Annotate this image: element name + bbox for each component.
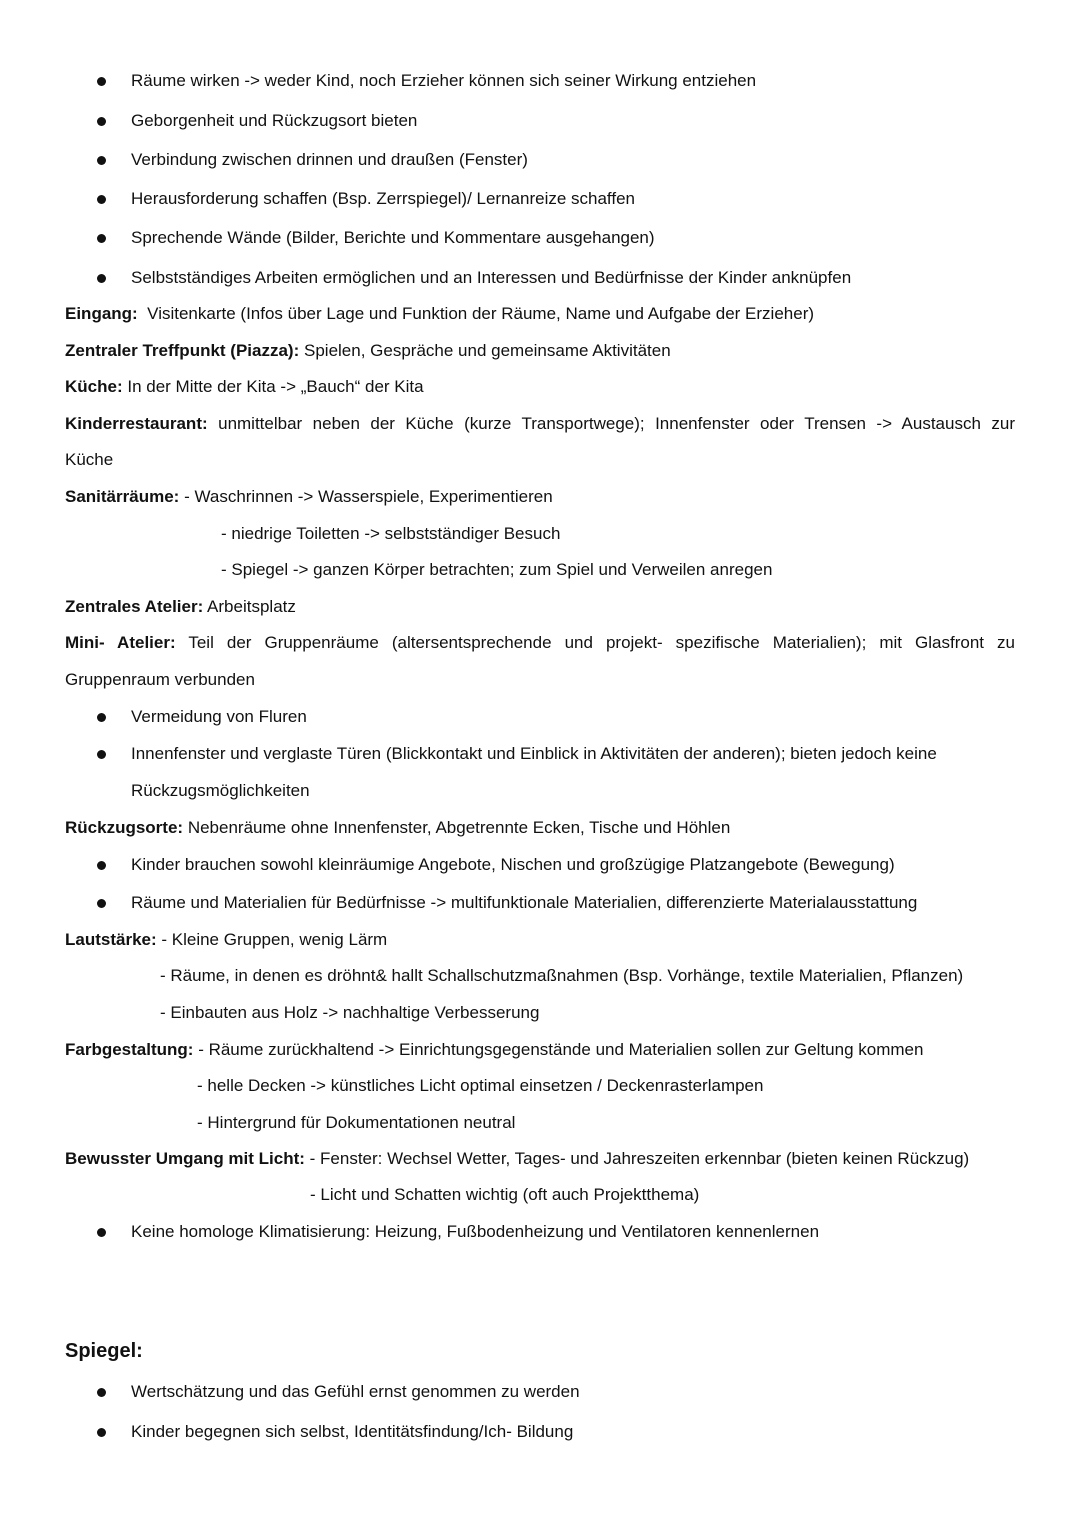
term-label: Farbgestaltung: xyxy=(65,1040,194,1059)
entry-continuation: Küche xyxy=(65,450,114,469)
bullet-icon xyxy=(97,117,106,126)
entry-subline: - Spiegel -> ganzen Körper betrachten; zum Spiel und Verweilen anregen xyxy=(221,560,773,579)
bullet-icon xyxy=(97,1388,106,1397)
entry-eingang xyxy=(65,303,814,325)
entry-licht xyxy=(65,1148,969,1170)
term-label: Zentrales Atelier: xyxy=(65,597,204,616)
term-label: Bewusster Umgang mit Licht: xyxy=(65,1149,305,1168)
entry-mini-atelier xyxy=(65,632,1015,654)
bullet-icon xyxy=(97,899,106,908)
term-label: Zentraler Treffpunkt (Piazza): xyxy=(65,341,300,360)
document-page: Räume wirken -> weder Kind, noch Erzieher können sich seiner Wirkung entziehen Geborgenheit und Rückzugsort bieten Verbindung zwischen drinnen und draußen (Fenster) Herausforderung schaffen (Bsp. Zerrspiegel)/ Lernanreize schaffen Sprechende Wände (Bilder, Berichte und Kommentare ausgehangen) Selbstständiges Arbeiten ermöglichen und an Interessen und Bedürfnisse der Kinder anknüpfen Eingang: Visitenkarte (Infos über Lage und Funktion der Räume, Name und Aufgabe der Erzieher) Zentraler Treffpunkt (Piazza): Spielen, Gespräche und gemeinsame Aktivitäten Küche: In der Mitte der Kita -> „Bauch“ der Kita Kinderrestaurant: unmittelbar neben der Küche (kurze Transportwege); Innenfenster oder Trensen -> Austausch zur Küche Sanitärräume: - Waschrinnen -> Wasserspiele, Experimentieren - niedrige Toiletten -> selbstständiger Besuch - Spiegel -> ganzen Körper betrachten; zum Spiel und Verweilen anregen Zentrales Atelier: Arbeitsplatz Mini- Atelier: Teil der Gruppenräume (altersentsprechende und projekt- spezifische Materialien); mit Glasfront zu Gruppenraum verbunden Vermeidung von Fluren Innenfenster und verglaste Türen (Blickkontakt und Einblick in Aktivitäten der anderen); bieten jedoch keine Rückzugsmöglichkeiten Rückzugsorte: Nebenräume ohne Innenfenster, Abgetrennte Ecken, Tische und Höhlen Kinder brauchen sowohl kleinräumige Angebote, Nischen und großzügige Platzangebote (Bewegung) Räume und Materialien für Bedürfnisse -> multifunktionale Materialien, differenzierte Materialausstattung Lautstärke: - Kleine Gruppen, wenig Lärm - Räume, in denen es dröhnt& hallt Schallschutzmaßnahmen (Bsp. Vorhänge, textile Materialien, Pflanzen) - Einbauten aus Holz -> nachhaltige Verbesserung Farbgestaltung: - Räume zurückhaltend -> Einrichtungsgegenstände und Materialien sollen zur Geltung kommen - helle Decken -> künstliches Licht optimal einsetzen / Deckenrasterlampen - Hintergrund für Dokumentationen neutral Bewusster Umgang mit Licht: - Fenster: Wechsel Wetter, Tages- und Jahreszeiten erkennbar (bieten keinen Rückzug) - Licht und Schatten wichtig (oft auch Projektthema) Keine homologe Klimatisierung: Heizung, Fußbodenheizung und Ventilatoren kennenlernen Spiegel: Wertschätzung und das Gefühl ernst genommen zu werden Kinder begegnen sich selbst, Identitätsfindung/Ich- Bildung xyxy=(65,71,1015,1441)
entry-farbgestaltung xyxy=(65,1039,923,1061)
entry-kinderrestaurant xyxy=(65,413,1015,435)
bullet-icon xyxy=(97,1228,106,1237)
term-text: - Waschrinnen -> Wasserspiele, Experimentieren xyxy=(184,487,553,506)
term-label: Kinderrestaurant: xyxy=(65,414,208,433)
entry-subline: - niedrige Toiletten -> selbstständiger Besuch xyxy=(221,524,561,543)
bullet-icon xyxy=(97,713,106,722)
term-text: Nebenräume ohne Innenfenster, Abgetrennte Ecken, Tische und Höhlen xyxy=(187,818,731,837)
entry-lautstaerke xyxy=(65,929,387,951)
term-label: Sanitärräume: xyxy=(65,487,180,506)
term-text: unmittelbar neben der Küche (kurze Transportwege); Innenfenster oder Trensen -> Austausch zur xyxy=(218,414,1015,433)
entry-atelier xyxy=(65,596,296,618)
term-label: Mini- Atelier: xyxy=(65,633,176,652)
bullet-icon xyxy=(97,234,106,243)
bullet-icon xyxy=(97,156,106,165)
entry-subline: - Einbauten aus Holz -> nachhaltige Verbesserung xyxy=(160,1003,540,1022)
bullet-icon xyxy=(97,1428,106,1437)
term-text: Spielen, Gespräche und gemeinsame Aktivitäten xyxy=(304,341,671,360)
entry-kueche xyxy=(65,376,424,398)
term-label: Küche: xyxy=(65,377,123,396)
term-text: - Räume zurückhaltend -> Einrichtungsgegenstände und Materialien sollen zur Geltung kommen xyxy=(198,1040,924,1059)
entry-subline: - Licht und Schatten wichtig (oft auch Projektthema) xyxy=(310,1185,700,1204)
entry-continuation: Gruppenraum verbunden xyxy=(65,670,255,689)
entry-sanitaer xyxy=(65,486,553,508)
entry-subline: - helle Decken -> künstliches Licht optimal einsetzen / Deckenrasterlampen xyxy=(197,1076,764,1095)
bullet-icon xyxy=(97,274,106,283)
bullet-icon xyxy=(97,861,106,870)
term-label: Lautstärke: xyxy=(65,930,157,949)
term-label: Eingang: xyxy=(65,304,138,323)
bullet-icon xyxy=(97,77,106,86)
term-text: In der Mitte der Kita -> „Bauch“ der Kita xyxy=(127,377,424,396)
bullet-icon xyxy=(97,750,106,759)
entry-rueckzug xyxy=(65,817,730,839)
term-text: - Kleine Gruppen, wenig Lärm xyxy=(161,930,388,949)
term-text: Teil der Gruppenräume (altersentsprechende und projekt- spezifische Materialien); mit Glasfront zu xyxy=(188,633,1015,652)
term-text: Arbeitsplatz xyxy=(207,597,296,616)
entry-subline: - Räume, in denen es dröhnt& hallt Schallschutzmaßnahmen (Bsp. Vorhänge, textile Materialien, Pflanzen) xyxy=(160,966,964,985)
bullet-icon xyxy=(97,195,106,204)
entry-subline: - Hintergrund für Dokumentationen neutral xyxy=(197,1113,516,1132)
section-heading: Spiegel: xyxy=(65,1340,143,1362)
term-text: - Fenster: Wechsel Wetter, Tages- und Jahreszeiten erkennbar (bieten keinen Rückzug) xyxy=(309,1149,970,1168)
term-label: Rückzugsorte: xyxy=(65,818,184,837)
term-text: Visitenkarte (Infos über Lage und Funktion der Räume, Name und Aufgabe der Erzieher) xyxy=(147,304,815,323)
entry-treffpunkt xyxy=(65,340,671,362)
